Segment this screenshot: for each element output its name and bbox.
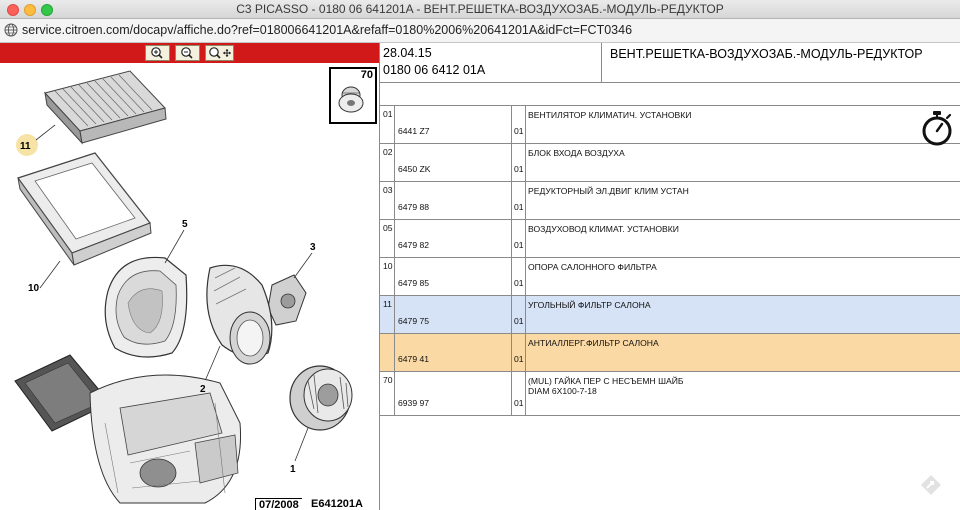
callout-10[interactable]: 10 (28, 283, 40, 294)
row-desc: АНТИАЛЛЕРГ.ФИЛЬТР САЛОНА (528, 338, 659, 348)
row-number: 11 (380, 296, 395, 333)
row-desc: ВОЗДУХОВОД КЛИМАТ. УСТАНОВКИ (528, 224, 679, 234)
row-desc: БЛОК ВХОДА ВОЗДУХА (528, 148, 625, 158)
row-ref[interactable]: 6479 85 (398, 278, 430, 288)
parts-pane (379, 43, 960, 510)
zoom-in-button[interactable] (145, 45, 170, 61)
row-desc: УГОЛЬНЫЙ ФИЛЬТР САЛОНА (528, 300, 651, 310)
row-ref[interactable]: 6479 82 (398, 240, 430, 250)
row-number: 03 (380, 182, 395, 219)
reducer-motor-drawing[interactable] (268, 275, 306, 325)
zoom-pan-icon (206, 46, 233, 60)
parts-row-highlighted[interactable] (380, 334, 960, 372)
parts-row[interactable] (380, 220, 960, 258)
row-number (380, 334, 395, 371)
callout-11[interactable]: 11 (20, 141, 31, 152)
row-number: 70 (380, 372, 395, 415)
diagram-pane (0, 43, 379, 510)
zoom-out-button[interactable] (175, 45, 200, 61)
thumb-number: 70 (360, 69, 373, 81)
row-qty: 01 (514, 398, 524, 408)
row-number: 05 (380, 220, 395, 257)
row-ref[interactable]: 6441 Z7 (398, 126, 430, 136)
row-qty: 01 (514, 164, 524, 174)
drawing-code: E641201A (311, 498, 363, 510)
zoom-pan-button[interactable] (205, 45, 234, 61)
window-titlebar (0, 0, 960, 19)
callout-5[interactable]: 5 (182, 219, 188, 230)
callout-2[interactable]: 2 (200, 384, 206, 395)
air-duct-drawing[interactable] (105, 257, 187, 357)
header-meta (380, 43, 602, 83)
globe-icon (4, 23, 18, 37)
row-number: 10 (380, 258, 395, 295)
row-ref[interactable]: 6479 75 (398, 316, 430, 326)
header-ref: 0180 06 6412 01A (383, 63, 486, 77)
stopwatch-icon[interactable] (920, 110, 954, 146)
row-ref[interactable]: 6939 97 (398, 398, 430, 408)
air-inlet-drawing[interactable] (207, 265, 272, 364)
row-qty: 01 (514, 126, 524, 136)
row-number: 02 (380, 144, 395, 181)
row-qty: 01 (514, 202, 524, 212)
row-qty: 01 (514, 240, 524, 250)
parts-row[interactable] (380, 182, 960, 220)
parts-row[interactable] (380, 372, 960, 416)
address-bar[interactable] (0, 19, 960, 43)
row-desc: ВЕНТИЛЯТОР КЛИМАТИЧ. УСТАНОВКИ (528, 110, 692, 120)
parts-header (380, 43, 960, 83)
parts-row[interactable] (380, 258, 960, 296)
part-70-thumbnail[interactable] (329, 67, 377, 124)
row-desc: (MUL) ГАЙКА ПЕР С НЕСЪЕМН ШАЙБ (528, 376, 684, 386)
url-text[interactable]: service.citroen.com/docapv/affiche.do?ref=018006641201A&refaff=0180%2006%20641201A&idFct=FCT0346 (22, 23, 633, 37)
row-ref[interactable]: 6479 41 (398, 354, 430, 364)
row-number: 01 (380, 106, 395, 143)
filter-support-drawing[interactable] (18, 153, 151, 265)
parts-row[interactable] (380, 106, 960, 144)
callout-1[interactable]: 1 (290, 464, 296, 475)
row-desc-line2: DIAM 6X100-7-18 (528, 386, 597, 396)
row-desc: ОПОРА САЛОННОГО ФИЛЬТРА (528, 262, 657, 272)
zoom-out-icon (177, 46, 199, 60)
cabin-filter-drawing[interactable] (45, 71, 166, 143)
share-icon[interactable] (920, 474, 942, 496)
callout-3[interactable]: 3 (310, 242, 316, 253)
parts-table (380, 106, 960, 416)
row-desc: РЕДУКТОРНЫЙ ЭЛ.ДВИГ КЛИМ УСТАН (528, 186, 689, 196)
diagram-toolbar (0, 43, 379, 63)
blower-fan-drawing[interactable] (290, 366, 352, 430)
zoom-in-icon (147, 46, 169, 60)
row-desc-block (526, 372, 960, 415)
exploded-parts-diagram (0, 63, 379, 510)
header-date: 28.04.15 (383, 46, 432, 60)
row-qty: 01 (514, 316, 524, 326)
row-ref[interactable]: 6450 ZK (398, 164, 431, 174)
header-title: ВЕНТ.РЕШЕТКА-ВОЗДУХОЗАБ.-МОДУЛЬ-РЕДУКТОР (610, 47, 923, 61)
parts-row[interactable] (380, 144, 960, 182)
row-ref[interactable]: 6479 88 (398, 202, 430, 212)
header-spacer (380, 83, 960, 106)
nut-icon (331, 69, 375, 122)
row-qty: 01 (514, 278, 524, 288)
parts-row-selected[interactable] (380, 296, 960, 334)
row-qty: 01 (514, 354, 524, 364)
window-title: C3 PICASSO - 0180 06 641201A - ВЕНТ.РЕШЕТКА-ВОЗДУХОЗАБ.-МОДУЛЬ-РЕДУКТОР (236, 2, 724, 16)
drawing-date: 07/2008 (255, 498, 302, 510)
